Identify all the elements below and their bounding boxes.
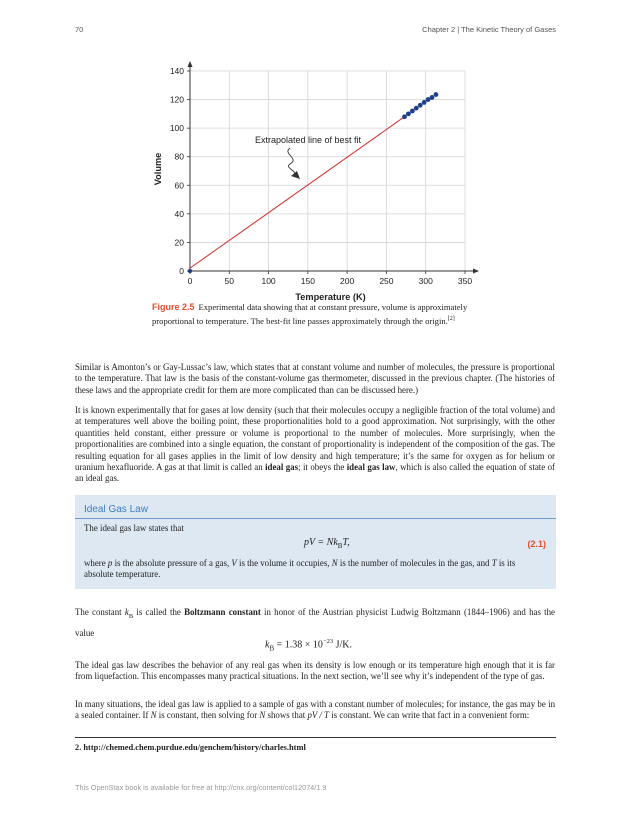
paragraph-gay-lussac: Similar is Amonton’s or Gay-Lussac’s law, which states that at constant volume and number of molecules, the pressure is proportional to the temperature. That law is the basis of the constant-volume gas thermometer, discussed in the previous chapter. (The histories of these laws and the appropriate credit for them are more complicated than can be discussed here.) — [75, 362, 555, 395]
data-point — [406, 111, 411, 116]
chart-labels — [153, 135, 366, 302]
x-tick-label: 300 — [418, 276, 433, 286]
term-ideal-gas-law: ideal gas law — [346, 462, 396, 473]
x-tick-label: 200 — [340, 276, 355, 286]
annotation-label: Extrapolated line of best fit — [254, 135, 362, 145]
figure-caption-text: Experimental data showing that at constant pressure, volume is approximately proportional to temperature. The best-fit line passes approximately through the origin. — [152, 302, 468, 326]
x-axis-title: Temperature (K) — [295, 292, 366, 302]
x-axis-arrow — [473, 269, 479, 274]
y-tick-label: 120 — [169, 94, 184, 105]
data-point — [402, 114, 407, 119]
y-tick-label: 140 — [169, 66, 184, 76]
annotation-arrowhead — [291, 171, 300, 179]
y-axis-title: Volume — [153, 152, 163, 186]
y-tick-label: 100 — [169, 123, 184, 134]
x-tick-label: 250 — [379, 276, 394, 286]
data-point — [422, 100, 427, 105]
paragraph-real-gas: The ideal gas law describes the behavior of any real gas when its density is low enough or its temperature high enough that it is far from liquefaction. This encompasses many practical situations. In the next section, we’ll see why it’s independent of the type of gas. — [75, 660, 555, 682]
paragraph-ideal-gas: It is known experimentally that for gases at low density (such that their molecules occupy a negligible fraction of the total volume) and at temperatures well above the boiling point, these proportionalities hold to a good approximation. Not surprisingly, with the other quantities held constant, either pressure or volume is proportional to the number of molecules. More surprisingly, when the proportionalities are combined into a single equation, the constant of proportionality is independent of the composition of the gas. The resulting equation for all gases applies in the limit of low density and high temperature; it’s the same for oxygen as for helium or uranium hexafluoride. A gas at that limit is called an ideal gas; it obeys the ideal gas law, which is also called the equation of state of an ideal gas. — [75, 405, 556, 484]
origin-point — [188, 269, 192, 273]
box-description: where p is the absolute pressure of a gas, V is the volume it occupies, N is the number of molecules in the gas, and T is its absolute temperature. — [84, 558, 516, 580]
x-tick-label: 50 — [224, 276, 235, 286]
x-tick-label: 0 — [187, 276, 193, 286]
annotation-pointer — [288, 148, 295, 175]
y-axis-arrow — [188, 61, 193, 67]
equation-number: (2.1) — [527, 539, 546, 549]
box-title: Ideal Gas Law — [84, 504, 148, 515]
data-point — [434, 92, 439, 97]
figure-label: Figure 2.5 — [152, 302, 195, 312]
data-point — [418, 103, 423, 108]
footnote: 2. http://chemed.chem.purdue.edu/genchem/history/charles.html — [75, 743, 306, 752]
box-intro: The ideal gas law states that — [84, 523, 184, 533]
y-tick-label: 20 — [174, 237, 184, 248]
chart-series — [188, 92, 439, 273]
box-divider — [75, 518, 556, 519]
y-tick-label: 40 — [174, 208, 184, 219]
y-tick-label: 0 — [179, 266, 184, 276]
term-boltzmann-constant: Boltzmann constant — [184, 607, 261, 617]
figure-caption — [152, 302, 472, 327]
volume-temperature-chart — [140, 55, 490, 305]
x-tick-label: 100 — [261, 276, 276, 286]
y-tick-label: 80 — [174, 151, 184, 162]
ideal-gas-law-box — [75, 495, 556, 589]
y-tick-label: 60 — [174, 180, 184, 191]
x-tick-label: 350 — [457, 276, 473, 286]
page-footer: This OpenStax book is available for free at http://cnx.org/content/col12074/1.9 — [75, 783, 327, 792]
data-point — [430, 95, 435, 100]
ideal-gas-equation: pV = $Nk_BT$, — [304, 537, 350, 550]
data-point — [410, 109, 415, 114]
paragraph-constant-n: In many situations, the ideal gas law is applied to a sample of gas with a constant number of molecules; for instance, the gas may be in a sealed container. If N is constant, then solving for N shows that pV / T is constant. We can write that fact in a convenient form: — [75, 699, 555, 721]
footnote-divider — [75, 737, 556, 738]
page-number: 70 — [75, 25, 84, 34]
paragraph-boltzmann: The constant $k_B$ is called the Boltzmann constant in honor of the Austrian physicist Ludwig Boltzmann (1844–1906) and has the value — [75, 607, 555, 638]
figure-ref: [2] — [447, 315, 455, 322]
term-ideal-gas: ideal gas — [265, 462, 299, 473]
chapter-header: Chapter 2 | The Kinetic Theory of Gases — [422, 25, 556, 34]
data-point — [414, 106, 419, 111]
boltzmann-value: $k_B = 1.38 \times 10^{-23}$ J/K. — [265, 638, 352, 653]
x-tick-label: 150 — [300, 276, 315, 286]
